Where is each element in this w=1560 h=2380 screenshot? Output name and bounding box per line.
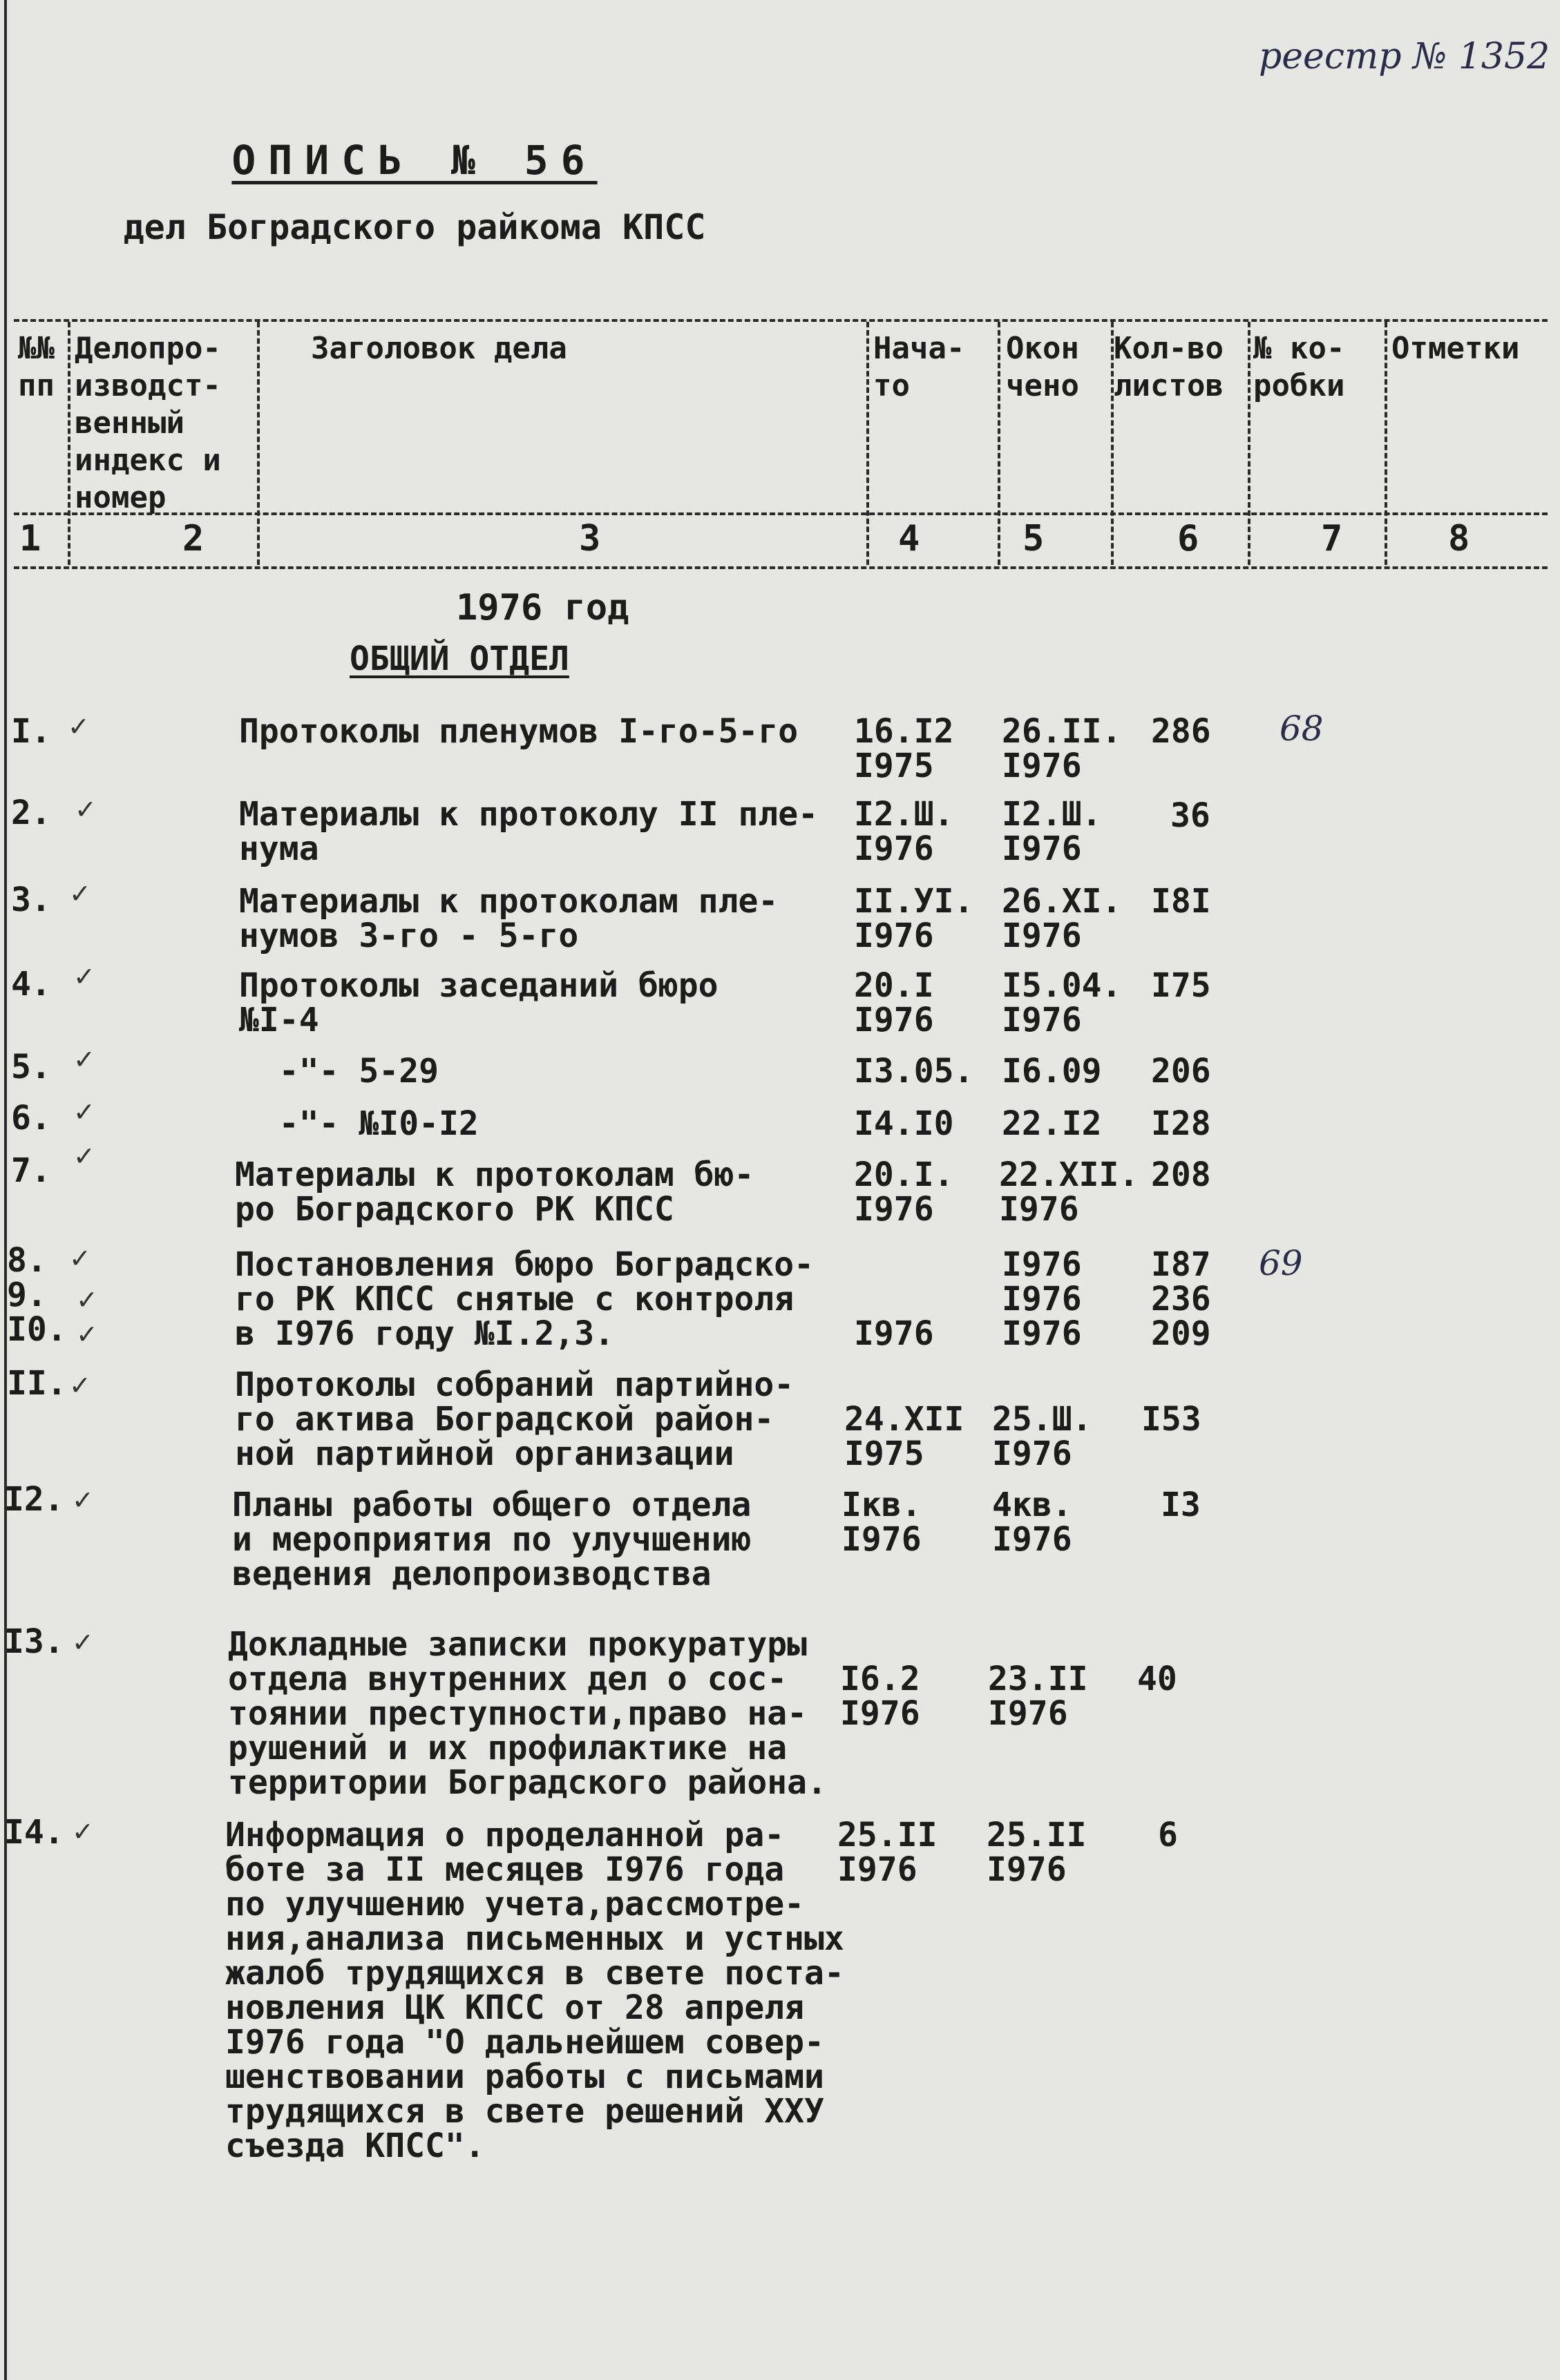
row-title: Докладные записки прокуратуры отдела внутренних дел о сос- тоянии преступности,право на- рушений и их профилактике на территории Боградского района. <box>228 1625 827 1802</box>
check-mark-icon: ✓ <box>69 879 91 909</box>
row-number: I. <box>11 712 51 751</box>
row-end-date: I5.04. I976 <box>1002 966 1122 1039</box>
row-sheet-count: I28 <box>1151 1104 1211 1143</box>
row-title: -"- №I0-I2 <box>239 1104 479 1143</box>
row-end-date: 26.II. I976 <box>1002 712 1122 785</box>
row-start-date: 20.I. I976 <box>854 1155 954 1229</box>
row-start-date: 24.XII I975 <box>844 1400 964 1473</box>
header-col-4: Нача- то <box>873 331 965 403</box>
row-sheet-count: 40 <box>1137 1660 1177 1698</box>
row-end-date: 25.Ш. I976 <box>992 1400 1092 1473</box>
row-start-date: I2.Ш. I976 <box>854 795 954 868</box>
row-sheet-count: 208 <box>1151 1155 1211 1194</box>
row-end-date: 26.XI. I976 <box>1002 882 1122 955</box>
check-mark-icon: ✓ <box>73 1097 95 1127</box>
row-end-date: 23.II I976 <box>988 1660 1088 1733</box>
col-divider-3 <box>866 322 869 565</box>
check-mark-icon: ✓ <box>69 1370 91 1401</box>
header-col-6: Кол-во листов <box>1114 331 1224 403</box>
col-divider-7 <box>1385 322 1387 565</box>
check-mark-icon: ✓ <box>72 1627 94 1658</box>
row-number: I2. <box>4 1480 64 1519</box>
row-sheet-count: I8I <box>1151 882 1211 921</box>
row-start-date: 20.I I976 <box>854 966 934 1039</box>
row-title: Информация о проделанной ра- боте за II месяцев I976 года по улучшению учета,рассмотре- ния,анализа письменных и устных жалоб трудящихся в свете поста- новления ЦК КПСС от 28 апреля I976 года "О дальнейшем совер- шенствовании работы с письмами трудящихся в свете решений ХХУ съезда КПСС". <box>225 1816 844 2165</box>
header-top-rule <box>14 319 1548 322</box>
row-start-date: I976 <box>854 1314 934 1353</box>
row-sheet-count: 206 <box>1151 1052 1211 1091</box>
check-mark-icon: ✓ <box>75 794 97 825</box>
check-mark-icon: ✓ <box>73 1141 95 1171</box>
row-number: 4. <box>11 965 51 1004</box>
row-end-date: I976 I976 I976 <box>1002 1245 1082 1353</box>
document-subtitle: дел Боградского райкома КПСС <box>123 207 706 247</box>
row-number: II. <box>7 1364 67 1403</box>
check-mark-icon: ✓ <box>76 1319 98 1350</box>
column-number-3: 3 <box>579 518 601 559</box>
row-title: Протоколы собраний партийно- го актива Боградской район- ной партийной организации <box>235 1365 795 1473</box>
row-start-date: I4.I0 <box>854 1104 954 1143</box>
row-title: Протоколы пленумов I-го-5-го <box>239 712 799 751</box>
row-end-date: 22.I2 <box>1002 1104 1102 1143</box>
check-mark-icon: ✓ <box>72 1485 94 1515</box>
header-col-3: Заголовок дела <box>311 331 567 366</box>
row-sheet-count: 36 <box>1170 796 1210 835</box>
row-sheet-count: I3 <box>1161 1486 1201 1524</box>
row-sheet-count: I75 <box>1151 966 1211 1005</box>
col-divider-1 <box>68 322 70 565</box>
column-number-6: 6 <box>1177 518 1199 559</box>
header-bottom-rule <box>14 512 1548 515</box>
column-number-4: 4 <box>898 518 920 559</box>
row-start-date: Iкв. I976 <box>841 1486 922 1559</box>
column-number-1: 1 <box>19 518 41 559</box>
row-start-date: I6.2 I976 <box>840 1660 920 1733</box>
row-start-date: 16.I2 I975 <box>854 712 954 785</box>
check-mark-icon: ✓ <box>69 1243 91 1274</box>
row-title: Материалы к протоколам пле- нумов 3-го - 5-го <box>239 882 779 955</box>
row-title: Материалы к протоколам бю- ро Боградского РК КПСС <box>235 1155 754 1229</box>
row-number: 2. <box>11 794 51 832</box>
check-mark-icon: ✓ <box>73 1044 95 1075</box>
row-end-date: I2.Ш. I976 <box>1002 795 1102 868</box>
row-box-number: 69 <box>1259 1243 1303 1283</box>
check-mark-icon: ✓ <box>72 1816 94 1847</box>
row-start-date: 25.II I976 <box>837 1816 938 1889</box>
column-number-5: 5 <box>1022 518 1045 559</box>
row-title: Протоколы заседаний бюро №I-4 <box>239 966 719 1039</box>
row-sheet-count: I87 236 209 <box>1151 1245 1211 1353</box>
row-number: I3. <box>4 1622 64 1661</box>
column-number-7: 7 <box>1321 518 1343 559</box>
column-number-8: 8 <box>1448 518 1470 559</box>
row-number: 5. <box>11 1048 51 1086</box>
col-divider-2 <box>257 322 260 565</box>
col-divider-6 <box>1248 322 1250 565</box>
check-mark-icon: ✓ <box>73 961 95 992</box>
header-col-2: Делопро- изводст- венный индекс и номер <box>75 331 221 515</box>
registry-note: реестр № 1352 <box>1259 36 1550 77</box>
row-end-date: 4кв. I976 <box>992 1486 1072 1559</box>
check-mark-icon: ✓ <box>76 1285 98 1315</box>
document-title: ОПИСЬ № 56 <box>231 137 598 184</box>
row-start-date: I3.05. <box>854 1052 974 1091</box>
row-start-date: II.УI. I976 <box>854 882 974 955</box>
row-number: 8. 9. I0. <box>7 1241 67 1349</box>
row-end-date: 25.II I976 <box>987 1816 1087 1889</box>
row-end-date: I6.09 <box>1002 1052 1102 1091</box>
year-heading: 1976 год <box>456 587 629 628</box>
row-box-number: 68 <box>1280 709 1324 749</box>
column-number-rule <box>14 566 1548 569</box>
row-end-date: 22.XII. I976 <box>999 1155 1139 1229</box>
row-number: 3. <box>11 881 51 919</box>
header-col-5: Окон чено <box>1006 331 1079 403</box>
row-sheet-count: 286 <box>1151 712 1211 751</box>
row-title: Планы работы общего отдела и мероприятия по улучшению ведения делопроизводства <box>232 1486 752 1593</box>
row-sheet-count: 6 <box>1158 1816 1178 1854</box>
check-mark-icon: ✓ <box>68 711 90 742</box>
column-number-2: 2 <box>182 518 204 559</box>
header-col-7: № ко- робки <box>1253 331 1345 403</box>
binding-edge <box>4 0 7 2380</box>
row-title: -"- 5-29 <box>239 1052 439 1091</box>
row-number: 6. <box>11 1099 51 1138</box>
row-sheet-count: I53 <box>1141 1400 1201 1439</box>
col-divider-4 <box>998 322 1000 565</box>
row-title: Постановления бюро Боградско- го РК КПСС снятые с контроля в I976 году №I.2,3. <box>235 1245 815 1353</box>
header-col-1: №№ пп <box>18 331 55 403</box>
department-heading: ОБЩИЙ ОТДЕЛ <box>350 640 569 678</box>
row-title: Материалы к протоколу II пле- нума <box>239 795 819 868</box>
header-col-8: Отметки <box>1391 331 1520 366</box>
row-number: 7. <box>11 1151 51 1190</box>
row-number: I4. <box>4 1813 64 1852</box>
